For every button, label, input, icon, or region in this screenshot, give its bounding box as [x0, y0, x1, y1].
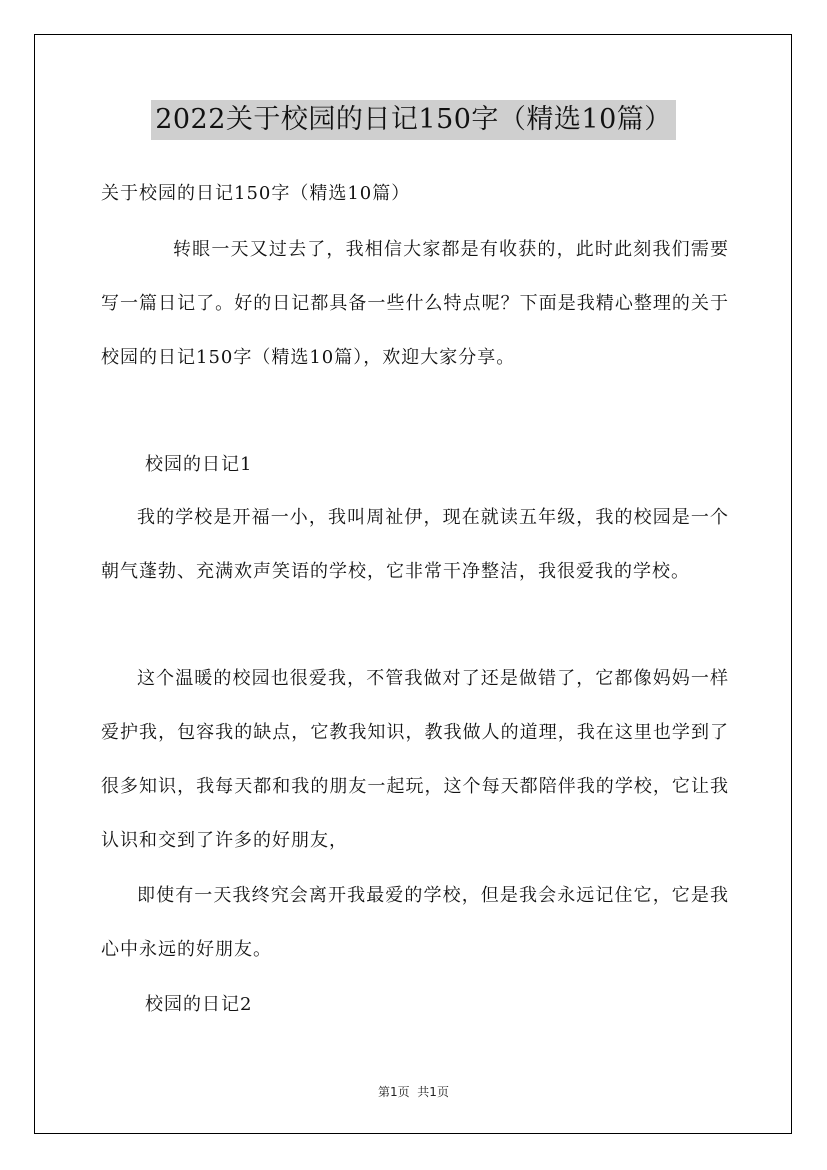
page-title: 2022关于校园的日记150字（精选10篇） [151, 100, 676, 140]
section1-paragraph-3: 即使有一天我终究会离开我最爱的学校，但是我会永远记住它，它是我心中永远的好朋友。 [101, 885, 729, 960]
section-heading-1: 校园的日记1 [145, 454, 253, 475]
section1-paragraph-1: 我的学校是开福一小，我叫周祉伊，现在就读五年级，我的校园是一个朝气蓬勃、充满欢声笑语的学校，它非常干净整洁，我很爱我的学校。 [101, 507, 729, 582]
title-container [0, 100, 827, 140]
intro-paragraph: 转眼一天又过去了，我相信大家都是有收获的，此时此刻我们需要写一篇日记了。好的日记都具备一些什么特点呢？下面是我精心整理的关于校园的日记150字（精选10篇），欢迎大家分享。 [101, 239, 729, 368]
section-heading-2: 校园的日记2 [145, 994, 253, 1015]
section1-paragraph-2: 这个温暖的校园也很爱我，不管我做对了还是做错了，它都像妈妈一样爱护我，包容我的缺点，它教我知识，教我做人的道理，我在这里也学到了很多知识，我每天都和我的朋友一起玩，这个每天都陪伴我的学校，它让我认识和交到了许多的好朋友， [101, 668, 729, 851]
page-footer: 第1页 共1页 [378, 1085, 449, 1099]
document-subtitle: 关于校园的日记150字（精选10篇） [101, 183, 411, 204]
